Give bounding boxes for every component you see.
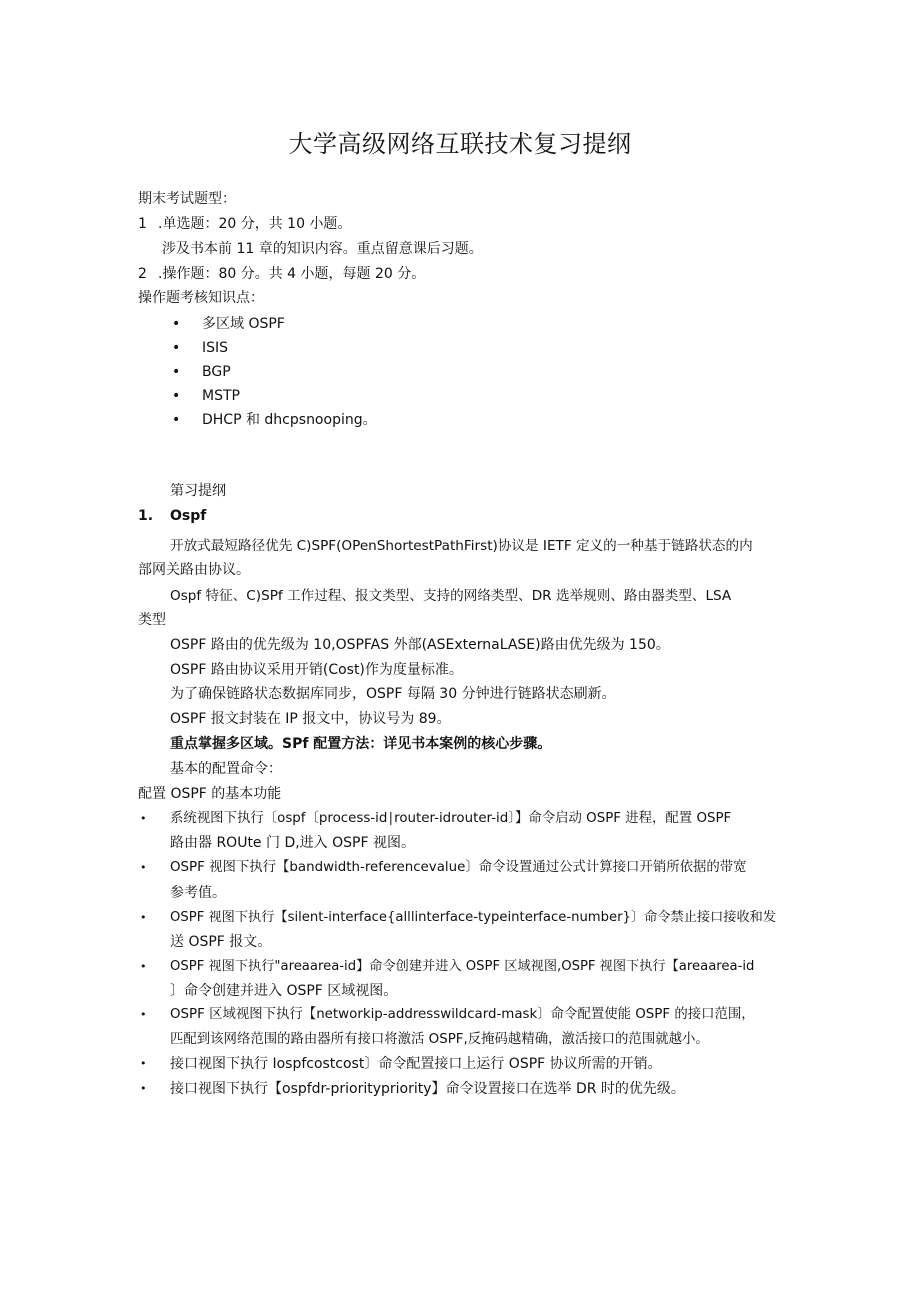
command-item-2-cont: 参考值。: [170, 885, 226, 901]
command-item-4: OSPF 视图下执行"areaarea-id】命令创建并进入 OSPF 区域视图,OSPF 视图下执行【areaarea-id: [170, 959, 755, 974]
command-item-2: OSPF 视图下执行【bandwidth-referencevalue〕命令设置通过公式计算接口开销所依据的带宽: [170, 860, 747, 875]
bullet-icon: •: [172, 364, 181, 380]
ops-heading: 操作题考核知识点：: [138, 290, 264, 306]
page-title: 大学高级网络互联技术复习提纲: [288, 130, 632, 158]
paragraph-config-basic: 配置 OSPF 的基本功能: [138, 786, 282, 802]
topic-item: ISIS: [202, 340, 229, 356]
section-number: 1.: [138, 508, 154, 524]
exam-heading: 期末考试题型：: [138, 191, 236, 207]
bullet-icon: •: [172, 340, 181, 356]
command-item-5-cont: 匹配到该网络范围的路由器所有接口将激活 OSPF,反掩码越精确，激活接口的范围就越小。: [170, 1032, 709, 1047]
bullet-icon: •: [172, 412, 181, 428]
bullet-icon: •: [140, 911, 147, 924]
paragraph-ospf-features-cont: 类型: [138, 612, 166, 628]
paragraph-ospf-protocol: OSPF 报文封装在 IP 报文中，协议号为 89。: [170, 711, 451, 727]
command-item-1: 系统视图下执行〔ospf〔process-id∣router-idrouter-id〕】命令启动 OSPF 进程，配置 OSPF: [170, 811, 732, 826]
paragraph-key-point: 重点掌握多区域。SPf 配置方法：详见书本案例的核心步骤。: [170, 736, 552, 752]
bullet-icon: •: [140, 1057, 147, 1070]
paragraph-ospf-refresh: 为了确保链路状态数据库同步，OSPF 每隔 30 分钟进行链路状态刷新。: [170, 686, 616, 702]
paragraph-ospf-definition: 开放式最短路径优先 C)SPF(OPenShortestPathFirst)协议是 IETF 定义的一种基于链路状态的内: [170, 538, 753, 554]
bullet-icon: •: [140, 960, 147, 973]
paragraph-ospf-priority: OSPF 路由的优先级为 10,OSPFAS 外部(ASExternaLASE)路由优先级为 150。: [170, 637, 670, 653]
exam-item-1-text: .单选题：20 分，共 10 小题。: [158, 216, 352, 232]
topic-item: BGP: [202, 364, 231, 380]
exam-item-2-number: 2: [138, 266, 147, 282]
outline-heading: 第习提纲: [170, 483, 226, 499]
bullet-icon: •: [140, 812, 147, 825]
bullet-icon: •: [172, 388, 181, 404]
bullet-icon: •: [140, 1008, 147, 1021]
paragraph-ospf-definition-cont: 部网关路由协议。: [138, 562, 250, 578]
bullet-icon: •: [140, 861, 147, 874]
command-item-6: 接口视图下执行 Iospfcostcost〕命令配置接口上运行 OSPF 协议所需的开销。: [170, 1056, 662, 1072]
paragraph-ospf-cost: OSPF 路由协议采用开销(Cost)作为度量标准。: [170, 662, 463, 678]
topic-item: DHCP 和 dhcpsnooping。: [202, 412, 377, 428]
exam-item-2-text: .操作题：80 分。共 4 小题，每题 20 分。: [158, 266, 426, 282]
command-item-3-cont: 送 OSPF 报文。: [170, 934, 272, 950]
command-item-3: OSPF 视图下执行【silent-interface{alllinterface-typeinterface-number}〕命令禁止接口接收和发: [170, 910, 777, 925]
exam-item-1-number: 1: [138, 216, 147, 232]
paragraph-basic-commands: 基本的配置命令：: [170, 761, 282, 777]
bullet-icon: •: [140, 1082, 147, 1095]
exam-item-1-note: 涉及书本前 11 章的知识内容。重点留意课后习题。: [162, 241, 483, 257]
bullet-icon: •: [172, 316, 181, 332]
paragraph-ospf-features: Ospf 特征、C)SPf 工作过程、报文类型、支持的网络类型、DR 选举规则、路由器类型、LSA: [170, 588, 732, 604]
topic-item: 多区域 OSPF: [202, 316, 285, 332]
topic-item: MSTP: [202, 388, 240, 404]
command-item-1-cont: 路由器 ROUte 门 D,进入 OSPF 视图。: [170, 835, 415, 851]
section-title: Ospf: [170, 508, 207, 524]
command-item-4-cont: 〕命令创建并进入 OSPF 区域视图。: [170, 983, 398, 999]
command-item-5: OSPF 区域视图下执行【networkip-addresswildcard-mask〕命令配置使能 OSPF 的接口范围，: [170, 1007, 755, 1022]
command-item-7: 接口视图下执行【ospfdr-prioritypriority】命令设置接口在选举 DR 时的优先级。: [170, 1081, 685, 1097]
